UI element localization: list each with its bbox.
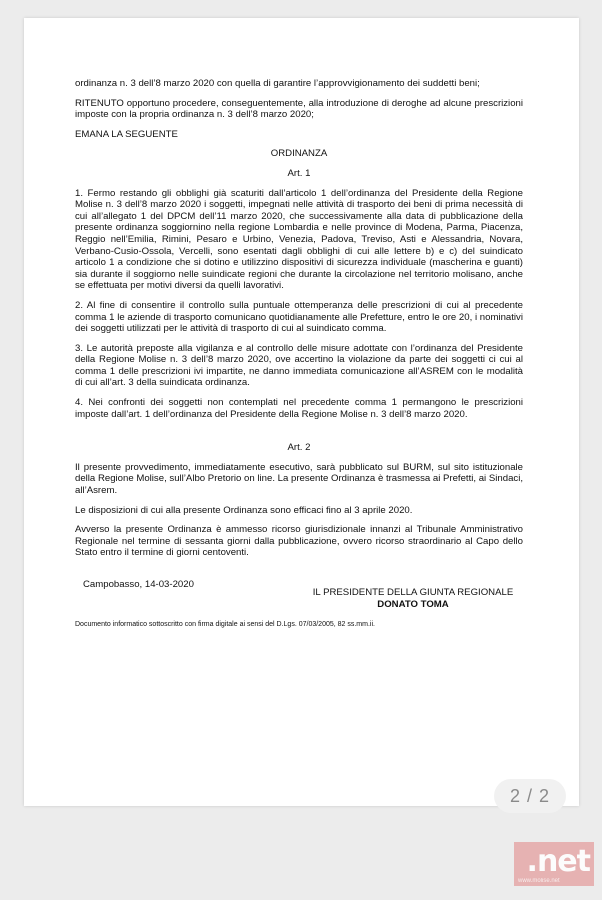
watermark-text: .net bbox=[526, 844, 590, 879]
document-body bbox=[75, 78, 523, 639]
place-date: Campobasso, 14-03-2020 bbox=[83, 579, 194, 590]
page-indicator: 2 / 2 bbox=[494, 779, 566, 813]
art2-paragraph-2: Le disposizioni di cui alla presente Ordinanza sono efficaci fino al 3 aprile 2020. bbox=[75, 504, 413, 516]
ritenuto-paragraph: RITENUTO opportuno procedere, conseguentemente, alla introduzione di deroghe ad alcune prescrizioni imposte con la propria ordinanza n. 3 dell’8 marzo 2020; bbox=[75, 97, 523, 121]
art1-heading: Art. 1 bbox=[287, 167, 311, 179]
art1-paragraph-4: 4. Nei confronti dei soggetti non contemplati nel precedente comma 1 permangono le prescrizioni imposte dall’art. 1 dell’ordinanza del Presidente della Regione Molise n. 3 dell’8 marzo 2020. bbox=[75, 397, 523, 420]
signature-block bbox=[75, 579, 523, 619]
emana-line: EMANA LA SEGUENTE bbox=[75, 128, 178, 140]
document-page bbox=[24, 18, 579, 806]
art2-paragraph-1: Il presente provvedimento, immediatamente esecutivo, sarà pubblicato sul BURM, sul sito istituzionale della Regione Molise, sull’Albo Pretorio on line. La presente Ordinanza è trasmessa ai Prefetti, ai Sindaci, all’Asrem. bbox=[75, 461, 523, 497]
signatory bbox=[303, 587, 523, 610]
digital-signature-note: Documento informatico sottoscritto con firma digitale ai sensi del D.Lgs. 07/03/2005, 82 ss.mm.ii. bbox=[75, 621, 375, 628]
art2-heading: Art. 2 bbox=[287, 442, 311, 454]
art2-paragraph-3: Avverso la presente Ordinanza è ammesso ricorso giurisdizionale innanzi al Tribunale Amministrativo Regionale nel termine di sessanta giorni dalla pubblicazione, ovvero ricorso straordinario al Capo dello Stato entro il termine di giorni centoventi. bbox=[75, 524, 523, 559]
site-watermark-logo bbox=[514, 842, 594, 886]
art1-paragraph-1: 1. Fermo restando gli obblighi già scaturiti dall’articolo 1 dell’ordinanza del Presidente della Regione Molise n. 3 dell’8 marzo 2020 i soggetti, impegnati nelle attività di trasporto dei beni di prima necessità di cui all’allegato 1 del DPCM dell’11 marzo 2020, che successivamente alla data di pubblicazione della presente ordinanza soggiornino nella regione Lombardia e nelle province di Modena, Parma, Piacenza, Reggio nell’Emilia, Rimini, Pesaro e Urbino, Venezia, Padova, Treviso, Asti e Alessandria, Novara, Verbano-Cusio-Ossola, Vercelli, sono esentati dagli obblighi di cui alle lettere b) e c) del suindicato articolo 1 a condizione che si dotino e utilizzino dispositivi di sicurezza individuale (mascherina e guanti) sia durante il soggiorno nelle suindicate regioni che durante la circolazione nel territorio molisano, anche se effettuata per motivi diversi da quelli lavorativi. bbox=[75, 187, 523, 292]
watermark-url: www.molise.net bbox=[518, 878, 560, 884]
signatory-title: IL PRESIDENTE DELLA GIUNTA REGIONALE bbox=[312, 587, 514, 598]
intro-tail-paragraph: ordinanza n. 3 dell’8 marzo 2020 con quella di garantire l’approvvigionamento dei suddetti beni; bbox=[75, 78, 480, 89]
ordinanza-title: ORDINANZA bbox=[270, 148, 328, 160]
signatory-name: DONATO TOMA bbox=[377, 598, 449, 610]
art1-paragraph-3: 3. Le autorità preposte alla vigilanza e al controllo delle misure adottate con l’ordinanza del Presidente della Regione Molise n. 3 dell’8 marzo 2020, ove accertino la violazione da parte dei soggetti ci cui al comma 1 delle prescrizioni ivi impartite, ne danno immediata comunicazione all’ASREM con le modalità di cui all’art. 3 della suindicata ordinanza. bbox=[75, 342, 523, 389]
section-spacer bbox=[75, 428, 523, 442]
art1-paragraph-2: 2. Al fine di consentire il controllo sulla puntuale ottemperanza delle prescrizioni di cui al precedente comma 1 le aziende di trasporto comunicano quotidianamente alle Prefetture, entro le ore 20, i nominativi dei soggetti utilizzati per le attività di trasporto di cui al suindicato comma. bbox=[75, 299, 523, 335]
